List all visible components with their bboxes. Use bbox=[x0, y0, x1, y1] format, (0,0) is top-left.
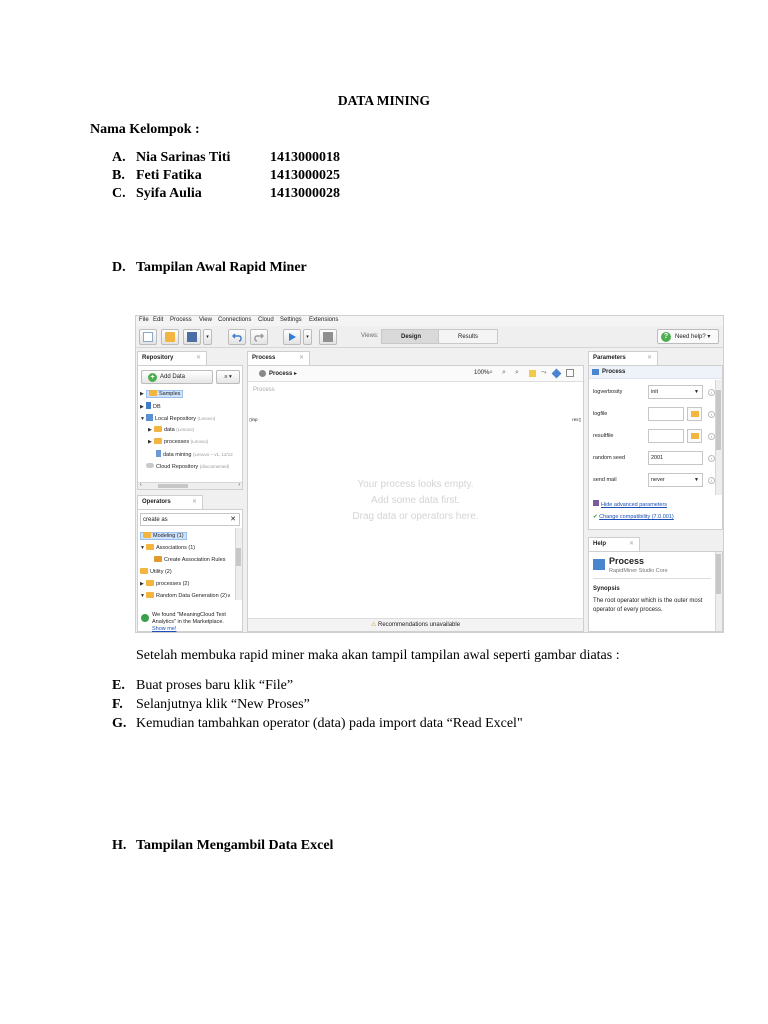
process-toolbar bbox=[248, 366, 583, 382]
step-letter: G. bbox=[112, 716, 127, 731]
expand-icon[interactable]: ▶ bbox=[148, 439, 152, 445]
eraser-icon[interactable] bbox=[552, 369, 562, 379]
operator-item-modeling[interactable] bbox=[140, 532, 187, 539]
empty-line-3: Drag data or operators here. bbox=[352, 511, 479, 522]
member-letter: C. bbox=[112, 186, 126, 201]
step-text: Selanjutnya klik “New Proses” bbox=[136, 697, 310, 712]
stop-button[interactable] bbox=[319, 329, 337, 345]
marketplace-notice bbox=[140, 612, 240, 633]
member-name: Nia Sarinas Titi bbox=[136, 150, 231, 165]
folder-icon bbox=[140, 568, 148, 574]
member-row bbox=[112, 168, 412, 186]
param-label: resultfile bbox=[593, 433, 614, 439]
operators-panel bbox=[137, 509, 243, 632]
operator-item-label: Associations (1) bbox=[156, 545, 196, 551]
step-letter: F. bbox=[112, 697, 123, 712]
output-port-label: res bbox=[572, 417, 579, 422]
step-g bbox=[112, 716, 523, 732]
chevron-down-icon: ▾ bbox=[707, 334, 711, 340]
chevron-down-icon: ▼ bbox=[694, 477, 699, 483]
operator-item-label: Random Data Generation (2) bbox=[156, 593, 227, 599]
info-icon[interactable]: i bbox=[708, 389, 715, 396]
process-breadcrumb[interactable]: Process ▸ bbox=[269, 371, 298, 377]
save-process-button[interactable] bbox=[183, 329, 201, 345]
tree-item-sub: (Lenovo) bbox=[176, 427, 195, 432]
divider bbox=[593, 578, 711, 579]
tab-parameters-label: Parameters bbox=[593, 355, 626, 361]
show-me-link[interactable]: Show me! bbox=[152, 626, 177, 632]
synopsis-label: Synopsis bbox=[593, 586, 620, 592]
canvas-process-label: Process bbox=[253, 387, 275, 393]
hide-advanced-link[interactable]: Hide advanced parameters bbox=[601, 502, 668, 508]
scroll-thumb[interactable] bbox=[716, 390, 721, 450]
parameters-panel bbox=[588, 365, 723, 530]
check-icon: ✔ bbox=[593, 514, 598, 520]
tree-item-label: data bbox=[164, 427, 175, 433]
expand-icon[interactable]: ▶ bbox=[140, 391, 144, 397]
input-port-label: inp bbox=[251, 417, 258, 422]
tab-repository-label: Repository bbox=[142, 355, 174, 361]
menu-view[interactable]: View bbox=[199, 317, 212, 323]
scroll-thumb[interactable] bbox=[236, 548, 241, 566]
tree-item-sub: (Lenovo) bbox=[190, 439, 209, 444]
folder-icon bbox=[146, 544, 154, 550]
hide-advanced-row[interactable] bbox=[593, 500, 667, 508]
need-help-label: Need help? bbox=[675, 334, 706, 340]
info-icon[interactable]: i bbox=[708, 433, 715, 440]
process-panel bbox=[247, 365, 584, 632]
logfile-browse-button[interactable] bbox=[687, 407, 702, 421]
operator-item-processes[interactable] bbox=[140, 580, 189, 587]
collapse-icon[interactable]: ▼ bbox=[140, 593, 145, 599]
help-question-icon: ? bbox=[661, 332, 671, 342]
operator-item-create-association-rules[interactable] bbox=[154, 556, 225, 563]
random-seed-input[interactable] bbox=[648, 451, 703, 465]
menu-cloud[interactable]: Cloud bbox=[258, 317, 274, 323]
view-tab-results[interactable]: Results bbox=[438, 329, 498, 344]
stop-icon bbox=[323, 332, 333, 342]
main-toolbar bbox=[136, 326, 723, 348]
member-name: Feti Fatika bbox=[136, 168, 202, 183]
add-data-button[interactable] bbox=[141, 370, 213, 384]
tab-parameters[interactable] bbox=[588, 351, 658, 365]
info-icon[interactable]: i bbox=[708, 477, 715, 484]
member-row bbox=[112, 186, 412, 204]
chevron-down-icon: ▼ bbox=[694, 389, 699, 395]
close-icon[interactable]: ✕ bbox=[628, 541, 634, 547]
synopsis-text: The root operator which is the outer most operator of every process. bbox=[593, 598, 703, 613]
tree-item-sub: (disconnected) bbox=[199, 464, 230, 469]
new-file-icon bbox=[143, 332, 153, 342]
member-nim: 1413000028 bbox=[270, 186, 340, 201]
clear-search-icon[interactable]: ✕ bbox=[230, 516, 236, 523]
step-f bbox=[112, 697, 310, 713]
section-title: Tampilan Mengambil Data Excel bbox=[136, 838, 334, 853]
folder-icon bbox=[146, 592, 154, 598]
save-dropdown-button[interactable]: ▾ bbox=[203, 329, 212, 345]
param-label: random seed bbox=[593, 455, 626, 461]
recommendations-bar[interactable] bbox=[248, 618, 583, 631]
folder-icon bbox=[154, 438, 162, 444]
resultfile-browse-button[interactable] bbox=[687, 429, 702, 443]
operator-item-associations[interactable] bbox=[140, 544, 195, 551]
repository-panel bbox=[137, 365, 243, 490]
menu-connections[interactable]: Connections bbox=[218, 317, 252, 323]
expand-icon[interactable]: ▶ bbox=[140, 404, 144, 410]
process-icon bbox=[592, 369, 599, 375]
close-icon[interactable]: ✕ bbox=[298, 355, 304, 361]
tree-item-label: processes bbox=[164, 439, 190, 445]
tree-item-label: Local Repository bbox=[155, 416, 196, 422]
folder-icon bbox=[143, 532, 151, 538]
section-letter: H. bbox=[112, 838, 127, 853]
play-icon bbox=[287, 332, 297, 342]
expand-icon[interactable]: ▶ bbox=[148, 427, 152, 433]
folder-icon bbox=[691, 411, 699, 417]
zoom-out-icon[interactable]: ⌕ bbox=[502, 369, 506, 376]
operator-icon bbox=[154, 556, 162, 562]
step-e bbox=[112, 678, 293, 694]
scroll-left-icon[interactable]: ‹ bbox=[140, 482, 142, 488]
run-dropdown-button[interactable]: ▾ bbox=[303, 329, 312, 345]
member-row bbox=[112, 150, 412, 168]
close-icon[interactable]: ✕ bbox=[646, 355, 652, 361]
rapidminer-screenshot bbox=[135, 315, 724, 633]
close-icon[interactable]: ✕ bbox=[191, 499, 197, 505]
menu-bar bbox=[136, 316, 723, 326]
operator-item-label: Create Association Rules bbox=[164, 557, 226, 563]
folder-icon bbox=[154, 426, 162, 432]
tree-item-samples[interactable] bbox=[140, 390, 183, 397]
horizontal-scrollbar[interactable] bbox=[138, 482, 242, 489]
vertical-scrollbar[interactable] bbox=[235, 528, 242, 600]
tab-help-label: Help bbox=[593, 541, 607, 547]
tree-item-data-mining[interactable] bbox=[156, 450, 233, 458]
member-nim: 1413000025 bbox=[270, 168, 340, 183]
help-subtitle: RapidMiner Studio Core bbox=[609, 568, 668, 574]
member-letter: B. bbox=[112, 168, 125, 183]
advanced-icon bbox=[593, 500, 599, 506]
operator-search-input[interactable] bbox=[140, 513, 240, 526]
arrange-icon[interactable] bbox=[566, 369, 574, 377]
step-text: Buat proses baru klik “File” bbox=[136, 678, 294, 693]
operator-item-label: Utility (2) bbox=[150, 569, 172, 575]
folder-icon bbox=[691, 433, 699, 439]
scroll-thumb[interactable] bbox=[716, 554, 721, 594]
marketplace-icon bbox=[141, 614, 149, 622]
folder-icon bbox=[149, 390, 157, 396]
operator-item-label: Modeling (1) bbox=[153, 533, 184, 539]
note-icon[interactable] bbox=[529, 370, 536, 377]
tab-repository[interactable] bbox=[137, 351, 207, 365]
fit-icon[interactable]: ⌕ bbox=[515, 369, 519, 376]
empty-line-1: Your process looks empty. bbox=[357, 479, 474, 490]
step-text: Kemudian tambahkan operator (data) pada import data “Read Excel" bbox=[136, 716, 523, 731]
group-label: Nama Kelompok : bbox=[90, 122, 200, 137]
tree-item-data[interactable] bbox=[148, 426, 194, 433]
change-compat-link[interactable]: Change compatibility (7.0.001) bbox=[599, 514, 674, 520]
new-process-button[interactable] bbox=[139, 329, 157, 345]
expand-icon[interactable]: ▶ bbox=[140, 581, 144, 587]
open-process-button[interactable] bbox=[161, 329, 179, 345]
section-letter: D. bbox=[112, 260, 126, 275]
warning-icon: ⚠ bbox=[370, 622, 377, 628]
folder-icon bbox=[146, 580, 154, 586]
help-panel bbox=[588, 551, 723, 632]
param-logverbosity bbox=[593, 384, 711, 400]
tab-operators-label: Operators bbox=[142, 499, 171, 505]
tree-item-cloud-repository[interactable] bbox=[146, 463, 229, 470]
collapse-icon[interactable]: ▼ bbox=[140, 545, 145, 551]
view-tab-design[interactable]: Design bbox=[381, 329, 441, 344]
member-name: Syifa Aulia bbox=[136, 186, 202, 201]
auto-wire-icon[interactable]: ⤳ bbox=[541, 369, 547, 376]
process-icon bbox=[259, 370, 266, 377]
operator-item-random-data-generation[interactable] bbox=[140, 592, 231, 599]
document-title: DATA MINING bbox=[337, 93, 431, 108]
floppy-icon bbox=[187, 332, 197, 342]
marketplace-note: We found "MeaningCloud Text Analytics" in the Marketplace. bbox=[152, 612, 226, 625]
menu-edit[interactable]: Edit bbox=[153, 317, 164, 323]
info-icon[interactable]: i bbox=[708, 455, 715, 462]
views-label: Views: bbox=[361, 333, 379, 339]
operator-item-utility[interactable] bbox=[140, 568, 172, 575]
menu-settings[interactable]: Settings bbox=[280, 317, 302, 323]
tab-operators[interactable] bbox=[137, 495, 203, 509]
tree-item-local-repository[interactable] bbox=[140, 414, 215, 422]
param-send-mail bbox=[593, 472, 711, 488]
section-heading-d bbox=[112, 260, 307, 276]
menu-process[interactable]: Process bbox=[170, 317, 192, 323]
vertical-scrollbar[interactable] bbox=[715, 380, 722, 495]
input-port[interactable]: ▯inp bbox=[249, 417, 258, 422]
parameters-header-label: Process bbox=[602, 369, 626, 375]
tree-item-processes[interactable] bbox=[148, 438, 208, 445]
chevron-down-icon: ∨ bbox=[226, 593, 231, 599]
empty-line-2: Add some data first. bbox=[371, 495, 460, 506]
menu-file[interactable]: File bbox=[139, 317, 149, 323]
tree-item-sub: (Lenovo) bbox=[197, 416, 216, 421]
operator-item-label: processes (2) bbox=[156, 581, 190, 587]
undo-icon bbox=[232, 332, 242, 342]
undo-button[interactable] bbox=[228, 329, 246, 345]
tab-help[interactable] bbox=[588, 537, 640, 551]
param-label: send mail bbox=[593, 477, 617, 483]
zoom-level: 100% bbox=[474, 370, 490, 376]
resultfile-input[interactable] bbox=[648, 429, 684, 443]
param-value: never bbox=[651, 477, 665, 483]
scroll-right-icon[interactable]: › bbox=[238, 482, 240, 488]
operator-search-value: create as bbox=[143, 517, 168, 523]
zoom-in-icon[interactable]: ⌕ bbox=[489, 369, 493, 376]
param-random-seed bbox=[593, 450, 711, 466]
need-help-button[interactable] bbox=[657, 329, 719, 344]
database-icon bbox=[146, 402, 151, 409]
tab-process-label: Process bbox=[252, 355, 276, 361]
description-paragraph: Setelah membuka rapid miner maka akan tampil tampilan awal seperti gambar diatas : bbox=[136, 648, 620, 663]
scroll-thumb[interactable] bbox=[158, 484, 188, 488]
param-logfile bbox=[593, 406, 711, 422]
output-port[interactable]: res▯ bbox=[572, 417, 581, 422]
member-letter: A. bbox=[112, 150, 126, 165]
process-icon bbox=[593, 559, 605, 570]
repository-icon bbox=[146, 414, 153, 421]
tree-item-label: DB bbox=[153, 404, 161, 410]
param-value: 2001 bbox=[651, 455, 664, 461]
menu-extensions[interactable]: Extensions bbox=[309, 317, 339, 323]
add-data-label: Add Data bbox=[160, 374, 186, 380]
tree-item-label: Cloud Repository bbox=[156, 464, 199, 470]
help-title: Process bbox=[609, 556, 645, 566]
tree-item-sub: (Lenovo – v1, 12/12 bbox=[192, 452, 233, 457]
run-button[interactable] bbox=[283, 329, 301, 345]
recommendations-label: Recommendations unavailable bbox=[378, 622, 461, 628]
tree-item-db[interactable] bbox=[140, 402, 161, 410]
repository-menu-button[interactable]: ≡ ▾ bbox=[216, 370, 240, 384]
tree-item-label: Samples bbox=[159, 391, 181, 397]
tab-process[interactable] bbox=[247, 351, 310, 365]
change-compat-row[interactable] bbox=[593, 514, 674, 520]
member-nim: 1413000018 bbox=[270, 150, 340, 165]
redo-icon bbox=[254, 332, 264, 342]
step-letter: E. bbox=[112, 678, 125, 693]
folder-icon bbox=[165, 332, 175, 342]
logverbosity-select[interactable] bbox=[648, 385, 703, 399]
plus-icon: + bbox=[148, 373, 157, 382]
vertical-scrollbar[interactable] bbox=[715, 552, 722, 631]
parameters-header bbox=[589, 366, 722, 379]
param-value: init bbox=[651, 389, 659, 395]
info-icon[interactable]: i bbox=[708, 411, 715, 418]
logfile-input[interactable] bbox=[648, 407, 684, 421]
send-mail-select[interactable] bbox=[648, 473, 703, 487]
file-icon bbox=[156, 450, 161, 457]
cloud-icon bbox=[146, 463, 154, 468]
collapse-icon[interactable]: ▼ bbox=[140, 416, 145, 422]
redo-button[interactable] bbox=[250, 329, 268, 345]
section-heading-h bbox=[112, 838, 333, 854]
section-title: Tampilan Awal Rapid Miner bbox=[136, 260, 307, 275]
param-label: logverbosity bbox=[593, 389, 623, 395]
param-label: logfile bbox=[593, 411, 608, 417]
tree-item-label: data mining bbox=[163, 452, 192, 458]
param-resultfile bbox=[593, 428, 711, 444]
close-icon[interactable]: ✕ bbox=[195, 355, 201, 361]
